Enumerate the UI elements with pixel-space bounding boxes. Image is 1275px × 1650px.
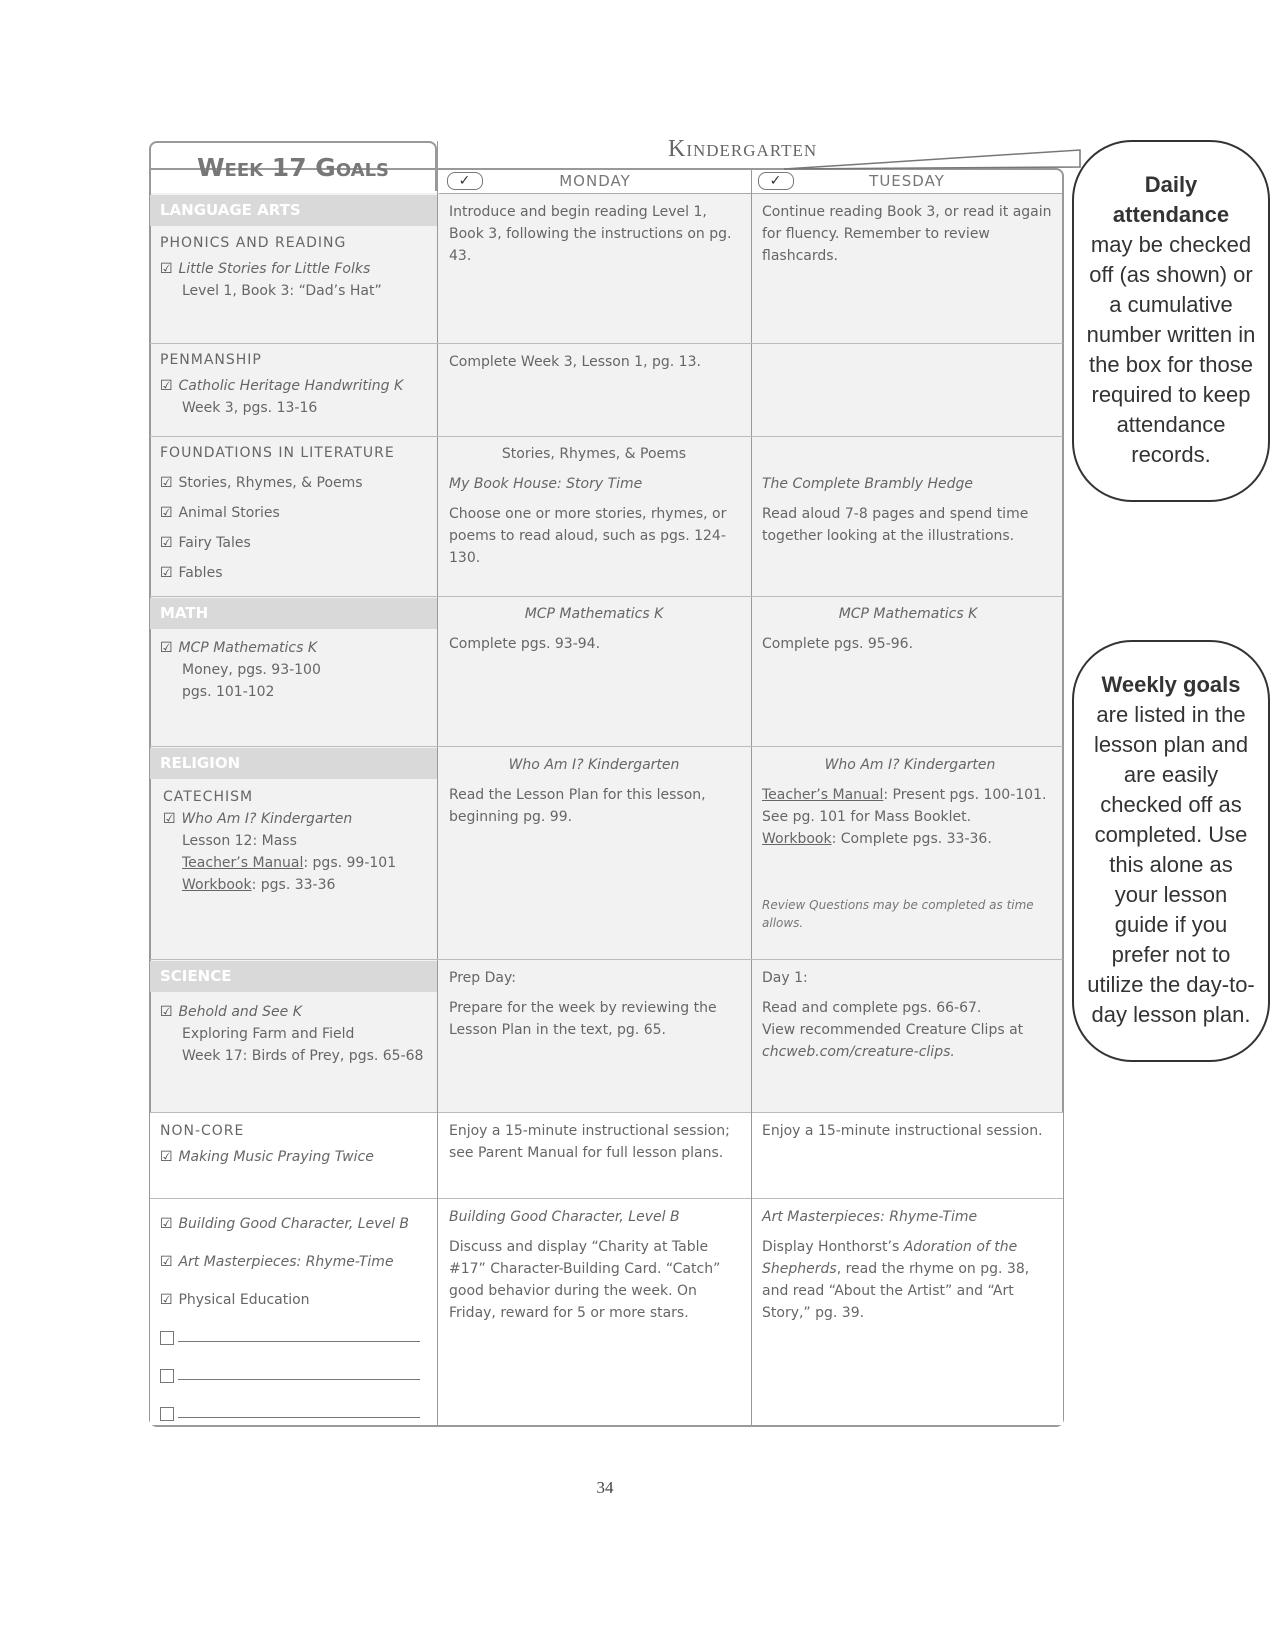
rel-text: : Complete pgs. 33-36. bbox=[831, 831, 992, 847]
callout-title: Daily attendance bbox=[1112, 172, 1230, 227]
checkbox-checked-icon[interactable]: ☑ bbox=[160, 1254, 173, 1270]
sci-day: Day 1: bbox=[762, 970, 808, 986]
callout-text: are listed in the lesson plan and are easily checked off as completed. Use this alone as your lesson guide if you prefer not to utilize the day-to-day lesson plan. bbox=[1087, 702, 1255, 1027]
callout-text: may be checked off (as shown) or a cumulative number written in the box for those required to keep attendance records. bbox=[1086, 232, 1256, 467]
attendance-callout bbox=[1072, 140, 1270, 502]
checkbox-checked-icon[interactable]: ☑ bbox=[160, 475, 173, 491]
rel-note: Review Questions may be completed as time allows. bbox=[762, 898, 1034, 930]
callout-pointer-shape bbox=[784, 150, 1080, 169]
goal-item: Fables bbox=[178, 565, 223, 581]
band-science: SCIENCE bbox=[150, 961, 437, 992]
lit-title: Stories, Rhymes, & Poems bbox=[501, 446, 687, 462]
heading: FOUNDATIONS IN LITERATURE bbox=[160, 445, 395, 461]
goal-detail: Level 1, Book 3: “Dad’s Hat” bbox=[182, 283, 382, 299]
rel-text: See pg. 101 for Mass Booklet. bbox=[762, 809, 972, 825]
heading: CATECHISM bbox=[163, 789, 254, 805]
checkbox-checked-icon[interactable]: ☑ bbox=[160, 1149, 173, 1165]
goal-item: Catholic Heritage Handwriting K bbox=[178, 378, 404, 394]
lit-text: Choose one or more stories, rhymes, or poems to read aloud, such as pgs. 124-130. bbox=[449, 506, 727, 566]
checkbox-checked-icon[interactable]: ☑ bbox=[160, 1292, 173, 1308]
checkbox-checked-icon[interactable]: ☑ bbox=[160, 640, 173, 656]
lit-text: Read aloud 7-8 pages and spend time together looking at the illustrations. bbox=[762, 506, 1029, 544]
weekly-goals-callout bbox=[1072, 640, 1270, 1062]
workbook-link: Workbook bbox=[762, 831, 832, 847]
math-text: Complete pgs. 95-96. bbox=[762, 636, 914, 652]
workbook-link: Workbook bbox=[182, 877, 252, 893]
checkbox-checked-icon[interactable]: ☑ bbox=[160, 378, 173, 394]
goal-detail: Exploring Farm and Field bbox=[182, 1026, 355, 1042]
week-goals-title: Week 17 Goals bbox=[149, 141, 437, 191]
checkbox-checked-icon[interactable]: ☑ bbox=[160, 505, 173, 521]
sci-text: Prepare for the week by reviewing the Lesson Plan in the text, pg. 65. bbox=[449, 1000, 717, 1038]
sci-text: View recommended Creature Clips at bbox=[762, 1022, 1024, 1038]
checkbox-checked-icon[interactable]: ☑ bbox=[160, 1004, 173, 1020]
rel-text: : Present pgs. 100-101. bbox=[883, 787, 1047, 803]
goal-item: Building Good Character, Level B bbox=[178, 1216, 410, 1232]
goal-item: Art Masterpieces: Rhyme-Time bbox=[178, 1254, 394, 1270]
heading: PHONICS AND READING bbox=[160, 235, 347, 251]
math-text: Complete pgs. 93-94. bbox=[449, 636, 601, 652]
monday-noncore: Enjoy a 15-minute instructional session; see Parent Manual for full lesson plans. bbox=[449, 1123, 730, 1161]
artwork-title: Adoration of the Shepherds bbox=[762, 1239, 1018, 1277]
extra-book: Art Masterpieces: Rhyme-Time bbox=[762, 1209, 978, 1225]
band-math: MATH bbox=[150, 598, 437, 629]
lit-book: My Book House: Story Time bbox=[449, 476, 643, 492]
checkbox-checked-icon[interactable]: ☑ bbox=[163, 811, 176, 827]
extra-text: Discuss and display “Charity at Table #17” Character-Building Card. “Catch” good behavior during the week. On Friday, reward for 5 or more stars. bbox=[449, 1239, 721, 1321]
tuesday-label: TUESDAY bbox=[869, 172, 945, 190]
goal-detail: : pgs. 99-101 bbox=[303, 855, 397, 871]
extra-text: , read the rhyme on pg. 38, and read “About the Artist” and “Art Story,” pg. 39. bbox=[762, 1261, 1030, 1321]
goal-detail: pgs. 101-102 bbox=[182, 684, 275, 700]
goal-item: Behold and See K bbox=[178, 1004, 302, 1020]
goal-detail: Money, pgs. 93-100 bbox=[182, 662, 321, 678]
monday-phonics: Introduce and begin reading Level 1, Book 3, following the instructions on pg. 43. bbox=[449, 204, 732, 264]
checkbox-checked-icon[interactable]: ☑ bbox=[160, 535, 173, 551]
sci-day: Prep Day: bbox=[449, 970, 516, 986]
checkbox-checked-icon[interactable]: ☑ bbox=[160, 1216, 173, 1232]
goal-item: Who Am I? Kindergarten bbox=[181, 811, 353, 827]
goal-item: Stories, Rhymes, & Poems bbox=[178, 475, 363, 491]
teachers-manual-link: Teacher’s Manual bbox=[762, 787, 884, 803]
lit-book: The Complete Brambly Hedge bbox=[762, 476, 974, 492]
math-book: MCP Mathematics K bbox=[838, 606, 978, 622]
goal-detail: : pgs. 33-36 bbox=[251, 877, 336, 893]
goal-detail: Lesson 12: Mass bbox=[182, 833, 297, 849]
goal-item: Physical Education bbox=[178, 1292, 310, 1308]
rel-book: Who Am I? Kindergarten bbox=[824, 757, 996, 773]
goal-item: Fairy Tales bbox=[178, 535, 251, 551]
monday-attendance-checkbox[interactable]: ✓ bbox=[447, 172, 483, 190]
goal-item: Little Stories for Little Folks bbox=[178, 261, 371, 277]
rel-book: Who Am I? Kindergarten bbox=[508, 757, 680, 773]
heading: NON-CORE bbox=[160, 1123, 245, 1139]
grade-title: Kindergarten bbox=[668, 136, 818, 162]
monday-penmanship: Complete Week 3, Lesson 1, pg. 13. bbox=[449, 354, 701, 370]
tuesday-phonics: Continue reading Book 3, or read it again for fluency. Remember to review flashcards. bbox=[762, 204, 1052, 264]
extra-book: Building Good Character, Level B bbox=[449, 1209, 680, 1225]
extra-text: Display Honthorst’s bbox=[762, 1239, 904, 1255]
sci-text: Read and complete pgs. 66-67. bbox=[762, 1000, 982, 1016]
goal-detail: Week 3, pgs. 13-16 bbox=[182, 400, 318, 416]
math-book: MCP Mathematics K bbox=[524, 606, 664, 622]
teachers-manual-link: Teacher’s Manual bbox=[182, 855, 304, 871]
goal-detail: Week 17: Birds of Prey, pgs. 65-68 bbox=[182, 1048, 424, 1064]
page-number: 34 bbox=[596, 1478, 614, 1497]
band-religion: RELIGION bbox=[150, 748, 437, 779]
goal-item: Making Music Praying Twice bbox=[178, 1149, 374, 1165]
checkbox-checked-icon[interactable]: ☑ bbox=[160, 565, 173, 581]
creature-clips-link[interactable]: chcweb.com/creature-clips. bbox=[762, 1044, 955, 1060]
callout-title: Weekly goals bbox=[1101, 672, 1241, 697]
tuesday-noncore: Enjoy a 15-minute instructional session. bbox=[762, 1123, 1043, 1139]
tuesday-attendance-checkbox[interactable]: ✓ bbox=[758, 172, 794, 190]
rel-text: Read the Lesson Plan for this lesson, beginning pg. 99. bbox=[449, 787, 706, 825]
heading: PENMANSHIP bbox=[160, 352, 262, 368]
band-language-arts: LANGUAGE ARTS bbox=[150, 195, 437, 226]
monday-label: MONDAY bbox=[559, 172, 631, 190]
goal-item: MCP Mathematics K bbox=[178, 640, 318, 656]
goal-item: Animal Stories bbox=[178, 505, 280, 521]
checkbox-checked-icon[interactable]: ☑ bbox=[160, 261, 173, 277]
